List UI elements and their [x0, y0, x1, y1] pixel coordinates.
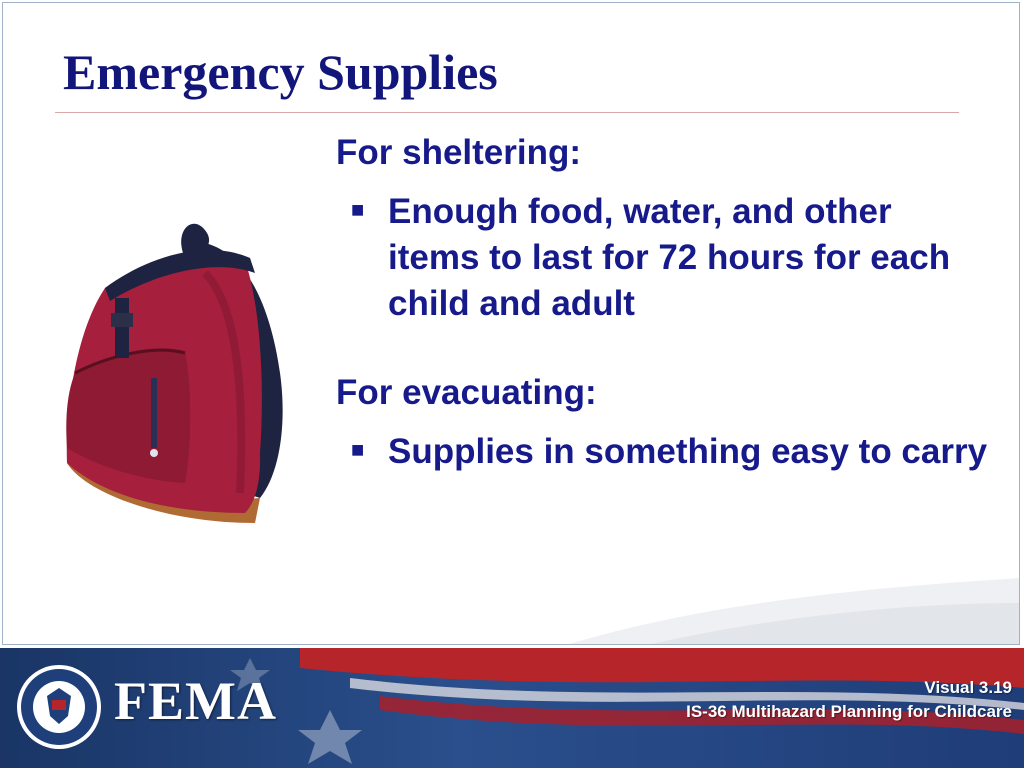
section-heading-sheltering: For sheltering: — [336, 133, 582, 172]
bullet-text: Enough food, water, and other items to last for 72 hours for each child and adult — [388, 192, 951, 323]
backpack-image — [55, 213, 295, 548]
bullet-evacuating — [336, 429, 988, 475]
bullet-text: Supplies in something easy to carry — [388, 432, 988, 471]
section-heading-evacuating: For evacuating: — [336, 373, 597, 412]
title-divider — [55, 112, 959, 113]
fema-logo: FEMA — [114, 671, 277, 731]
dhs-seal-icon — [16, 664, 102, 755]
slide-reference — [686, 676, 1012, 724]
bullet-square-icon: ■ — [351, 437, 365, 462]
slide-title: Emergency Supplies — [63, 44, 498, 100]
bullet-sheltering — [336, 189, 988, 327]
visual-number: Visual 3.19 — [924, 678, 1012, 697]
course-title: IS-36 Multihazard Planning for Childcare — [686, 702, 1012, 721]
slide-frame — [2, 2, 1020, 645]
bullet-square-icon: ■ — [351, 197, 365, 222]
slide-content — [336, 131, 996, 475]
footer-banner — [0, 648, 1024, 768]
